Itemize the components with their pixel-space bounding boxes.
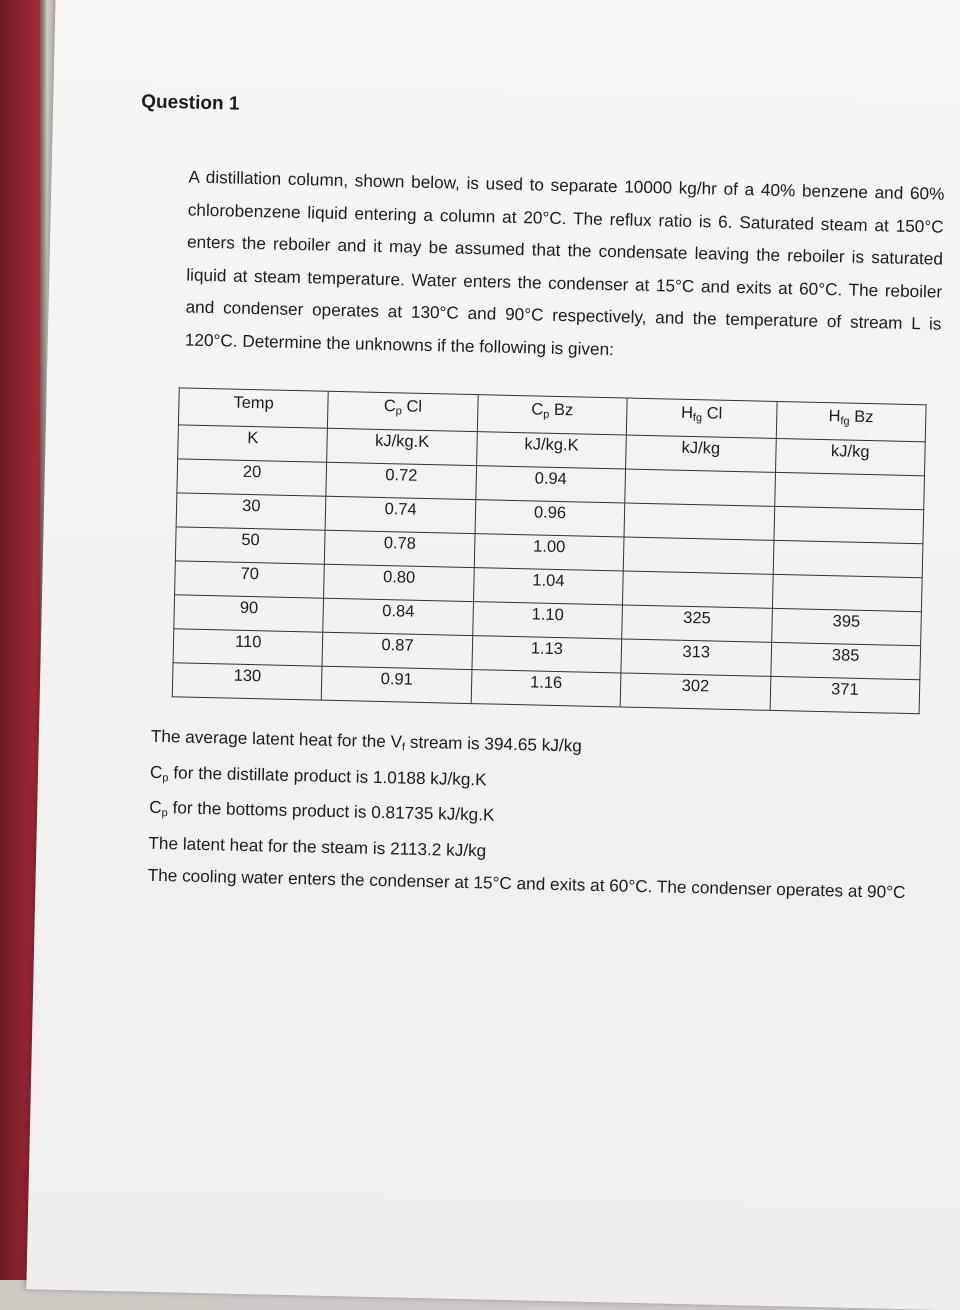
table-cell: 130	[172, 663, 322, 700]
column-header: Temp	[178, 388, 328, 428]
note-cp-bottoms: Cp for the bottoms product is 0.81735 kJ/kg.K	[149, 796, 495, 825]
column-unit: kJ/kg	[775, 438, 925, 475]
table-cell: 20	[177, 459, 327, 496]
column-header: Hfg Cl	[626, 398, 776, 438]
column-unit: kJ/kg	[626, 435, 776, 472]
column-unit: kJ/kg.K	[476, 432, 626, 469]
column-unit: kJ/kg.K	[327, 428, 477, 465]
note-cp-distillate: Cp for the distillate product is 1.0188 kJ/kg.K	[149, 761, 487, 789]
note-steam-latent-heat: The latent heat for the steam is 2113.2 kJ/kg	[148, 832, 487, 860]
column-unit: K	[178, 425, 328, 462]
table-cell: 1.16	[471, 670, 621, 707]
table-cell: 313	[621, 639, 771, 676]
table-cell: 0.91	[322, 666, 472, 703]
table-cell: 371	[770, 676, 920, 713]
table-cell: 30	[176, 493, 326, 530]
column-header: Cp Bz	[477, 395, 627, 435]
table-cell: 0.80	[324, 564, 474, 601]
table-cell	[772, 574, 922, 611]
table-cell: 1.13	[472, 636, 622, 673]
table-cell: 0.74	[325, 496, 475, 533]
column-header: Cp Cl	[328, 391, 478, 431]
table-cell: 0.94	[476, 466, 626, 503]
problem-statement: A distillation column, shown below, is used to separate 10000 kg/hr of a 40% benzene and 60% chlorobenzene liquid entering a column at 20°C. The reflux ratio is 6. Saturated steam at 150°C enters the reboiler and it may be assumed that the condensate leaving the reboiler is saturated liquid at steam temperature. Water enters the condenser at 15°C and exits at 60°C. The reboiler and condenser operates at 130°C and 90°C respectively, and the temperature of stream L is 120°C. Determine the unknowns if the following is given:	[184, 166, 945, 359]
table-cell: 1.00	[474, 534, 624, 571]
note-vf-latent-heat: The average latent heat for the Vf stream is 394.65 kJ/kg	[150, 725, 583, 756]
table-cell: 302	[620, 673, 770, 710]
table-cell	[623, 571, 773, 608]
table-cell	[625, 469, 775, 506]
table-cell: 0.87	[322, 632, 472, 669]
given-data-notes	[147, 720, 931, 909]
paper-sheet	[26, 0, 960, 1310]
table-cell: 1.10	[473, 602, 623, 639]
note-cooling-water: The cooling water enters the condenser at 15°C and exits at 60°C. The condenser operates at 90°C	[147, 864, 906, 902]
table-cell: 0.72	[326, 462, 476, 499]
table-cell	[773, 540, 923, 577]
table-cell	[623, 537, 773, 574]
table-cell: 90	[174, 595, 324, 632]
table-cell: 395	[771, 608, 921, 645]
table-cell: 110	[173, 629, 323, 666]
table-cell	[624, 503, 774, 540]
table-cell: 0.78	[325, 530, 475, 567]
table-cell: 50	[175, 527, 325, 564]
table-cell: 385	[770, 642, 920, 679]
table-cell: 325	[622, 605, 772, 642]
table-cell: 1.04	[473, 568, 623, 605]
table-cell: 0.96	[475, 500, 625, 537]
table-cell	[774, 506, 924, 543]
table-cell	[774, 472, 924, 509]
property-table	[172, 387, 927, 714]
table-cell: 70	[175, 561, 325, 598]
table-cell: 0.84	[323, 598, 473, 635]
property-table-container	[172, 387, 927, 714]
question-title: Question 1	[141, 91, 240, 115]
column-header: Hfg Bz	[776, 401, 926, 441]
